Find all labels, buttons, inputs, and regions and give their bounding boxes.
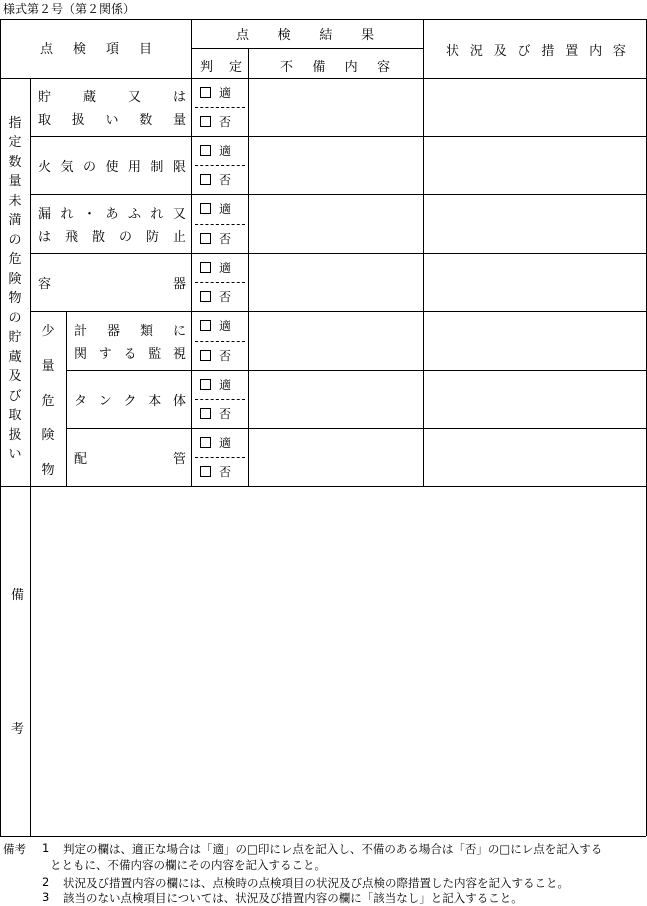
checkbox-ok[interactable] [200,84,231,101]
dashed-divider [195,457,245,458]
checkbox-ok[interactable] [200,376,231,393]
header-check-result: 点 検 結 果 [236,28,374,43]
checkbox-ng[interactable] [200,288,231,305]
check-item-label [74,428,186,486]
checkbox-label: 否 [219,349,232,363]
note-3-text: 該当のない点検項目については、状況及び措置内容の欄に「該当なし」と記入すること。 [63,891,523,905]
status-measures-cell[interactable] [424,137,645,194]
checkbox-ok[interactable] [200,317,231,334]
checkbox-label: 適 [219,378,232,392]
status-measures-cell[interactable] [424,79,645,136]
checkbox-square-icon[interactable] [200,379,211,390]
checkbox-ng[interactable] [200,230,231,247]
check-item-text: 取 扱 い 数 量 [38,113,186,128]
note-1-text: 判定の欄は、適正な場合は「適」の□印にレ点を記入し、不備のある場合は「否」の□にレ点を記入する [63,842,603,856]
defect-content-cell[interactable] [249,254,422,311]
defect-content-cell[interactable] [249,137,422,194]
checkbox-ok[interactable] [200,259,231,276]
defect-content-cell[interactable] [249,371,422,428]
check-item-label [38,194,186,253]
checkbox-label: 否 [219,407,232,421]
checkbox-square-icon[interactable] [200,320,211,331]
checkbox-square-icon[interactable] [200,87,211,98]
remarks-char-1: 備 [11,588,25,603]
grid-line [0,486,646,487]
check-item-text: は 飛 散 の 防 止 [38,229,186,245]
checkbox-label: 適 [219,202,232,216]
header-status-measures: 状 況 及 び 措 置 内 容 [446,44,626,59]
check-item-label [38,136,186,194]
grid-line [0,836,646,837]
check-item-text: 関 す る 監 視 [74,346,186,362]
grid-line [191,48,423,49]
checkbox-label: 適 [219,144,232,158]
status-measures-cell[interactable] [424,312,645,370]
subcategory-label: 少 量 危 険 物 [41,324,55,478]
check-item-text: 容 器 [38,276,186,292]
checkbox-square-icon[interactable] [200,233,211,244]
checkbox-ok[interactable] [200,142,231,159]
check-item-label [38,253,186,311]
check-item-text: 貯 蔵 又 は [38,90,186,105]
checkbox-square-icon[interactable] [200,262,211,273]
dashed-divider [195,107,245,108]
checkbox-ng[interactable] [200,405,231,422]
check-item-text: 配 管 [74,451,186,467]
header-judgment: 判 定 [200,60,242,75]
status-measures-cell[interactable] [424,371,645,428]
checkbox-ng[interactable] [200,113,231,130]
dashed-divider [195,399,245,400]
defect-content-cell[interactable] [249,312,422,370]
note-3-num: 3 [42,890,50,904]
check-item-text: 火 気 の 使 用 制 限 [38,159,186,175]
checkbox-square-icon[interactable] [200,466,211,477]
note-1-num: 1 [42,841,50,855]
checkbox-ok[interactable] [200,200,231,217]
defect-content-cell[interactable] [249,79,422,136]
checkbox-square-icon[interactable] [200,174,211,185]
checkbox-ok[interactable] [200,434,231,451]
header-check-item: 点 検 項 目 [40,42,152,57]
remarks-char-2: 考 [11,722,25,737]
grid-line [191,19,192,486]
checkbox-square-icon[interactable] [200,116,211,127]
status-measures-cell[interactable] [424,429,645,486]
dashed-divider [195,341,245,342]
checkbox-label: 適 [219,86,232,100]
checkbox-label: 適 [219,319,232,333]
checkbox-ng[interactable] [200,347,231,364]
checkbox-label: 適 [219,261,232,275]
checkbox-label: 否 [219,465,232,479]
dashed-divider [195,282,245,283]
checkbox-ng[interactable] [200,463,231,480]
defect-content-cell[interactable] [249,195,422,253]
checkbox-square-icon[interactable] [200,408,211,419]
check-item-text: 計 器 類 に [74,323,186,339]
grid-line [0,19,646,20]
note-2-text: 状況及び措置内容の欄には、点検時の点検項目の状況及び点検の際措置した内容を記入すること。 [63,876,569,890]
checkbox-square-icon[interactable] [200,145,211,156]
check-item-label [38,78,186,136]
checkbox-square-icon[interactable] [200,203,211,214]
checkbox-label: 適 [219,436,232,450]
remarks-area[interactable] [31,488,646,835]
checkbox-square-icon[interactable] [200,350,211,361]
check-item-text: タ ン ク 本 体 [74,393,186,409]
note-2-num: 2 [42,875,50,889]
checkbox-label: 否 [219,290,232,304]
checkbox-label: 否 [219,173,232,187]
checkbox-square-icon[interactable] [200,437,211,448]
grid-line [66,311,67,486]
header-defect-content: 不 備 内 容 [280,60,390,75]
check-item-label [74,370,186,428]
checkbox-ng[interactable] [200,171,231,188]
defect-content-cell[interactable] [249,429,422,486]
dashed-divider [195,165,245,166]
form-title: 様式第２号（第２関係） [3,2,136,16]
checkbox-label: 否 [219,232,232,246]
status-measures-cell[interactable] [424,254,645,311]
check-item-label [74,311,186,370]
note-1-cont: とともに、不備内容の欄にその内容を記入すること。 [50,858,326,872]
status-measures-cell[interactable] [424,195,645,253]
checkbox-label: 否 [219,115,232,129]
notes-label: 備考 [3,842,26,856]
checkbox-square-icon[interactable] [200,291,211,302]
category-label: 指 定 数 量 未 満 の 危 険 物 の 貯 蔵 及 び 取 扱 い [8,116,22,462]
check-item-text: 漏 れ ・ あ ふ れ 又 [38,206,186,222]
dashed-divider [195,224,245,225]
